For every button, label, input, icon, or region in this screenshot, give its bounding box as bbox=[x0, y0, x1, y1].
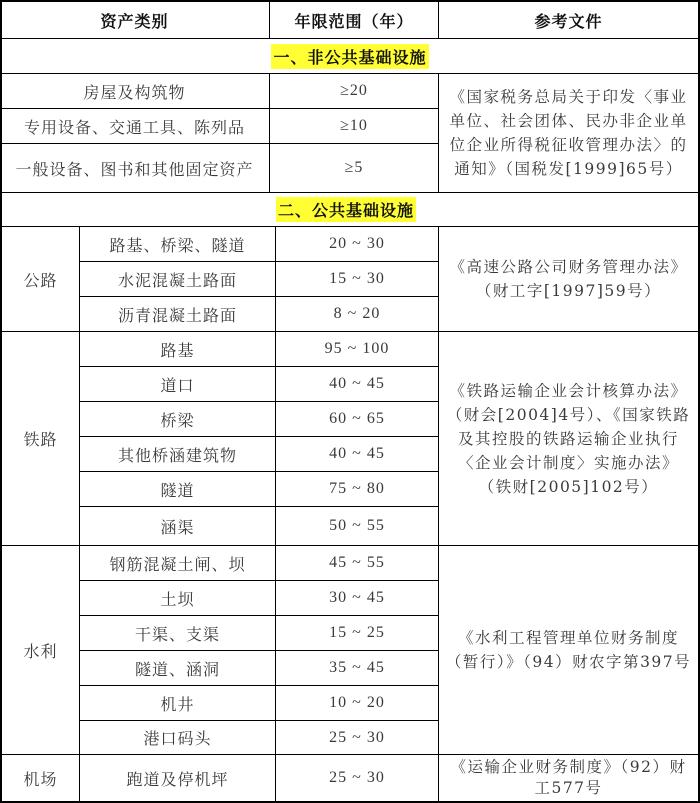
header-reference: 参考文件 bbox=[534, 11, 603, 31]
railway-item-1: 道口 bbox=[160, 375, 195, 395]
section-1-row bbox=[0, 39, 700, 73]
s1-range-2: ≥5 bbox=[344, 159, 364, 176]
highway-reference: 《高速公路公司财务管理办法》（财工字[1997]59号） bbox=[449, 258, 688, 300]
railway-item-0: 路基 bbox=[160, 340, 195, 360]
airport-reference: 《运输企业财务制度》（92）财工577号 bbox=[450, 758, 687, 797]
water-item-1: 土坝 bbox=[160, 589, 195, 609]
s1-range-0: ≥20 bbox=[340, 82, 368, 99]
group-airport: 机场 bbox=[23, 769, 58, 789]
water-range-4: 10 ~ 20 bbox=[329, 694, 385, 711]
section-1-title: 一、非公共基础设施 bbox=[271, 44, 428, 69]
water-range-1: 30 ~ 45 bbox=[329, 589, 385, 606]
highway-item-2: 沥青混凝土路面 bbox=[117, 305, 237, 325]
water-item-2: 干渠、支渠 bbox=[134, 624, 220, 644]
railway-range-5: 50 ~ 55 bbox=[329, 517, 385, 534]
railway-item-4: 隧道 bbox=[160, 480, 195, 500]
railway-item-3: 其他桥涵建筑物 bbox=[117, 445, 237, 465]
header-year-range: 年限范围（年） bbox=[294, 11, 414, 31]
s1-reference: 《国家税务总局关于印发〈事业单位、社会团体、民办非企业单位企业所得税征收管理办法〉的通知》（国税发[1999]65号） bbox=[449, 88, 688, 178]
railway-range-1: 40 ~ 45 bbox=[329, 375, 385, 392]
railway-range-2: 60 ~ 65 bbox=[329, 410, 385, 427]
water-range-3: 35 ~ 45 bbox=[329, 659, 385, 676]
highway-range-1: 15 ~ 30 bbox=[329, 270, 385, 287]
s1-category-0: 房屋及构筑物 bbox=[83, 82, 186, 102]
group-railway: 铁路 bbox=[23, 430, 58, 449]
section-2-row bbox=[0, 193, 700, 226]
railway-reference: 《铁路运输企业会计核算办法》（财会[2004]4号）、《国家铁路及其控股的铁路运输企业执行〈企业会计制度〉实施办法》（铁财[2005]102号） bbox=[446, 381, 691, 496]
section-2-title: 二、公共基础设施 bbox=[276, 197, 416, 222]
water-item-0: 钢筋混凝土闸、坝 bbox=[109, 554, 246, 574]
railway-range-4: 75 ~ 80 bbox=[329, 480, 385, 497]
railway-range-3: 40 ~ 45 bbox=[329, 445, 385, 462]
airport-item-0: 跑道及停机坪 bbox=[126, 769, 229, 789]
group-highway: 公路 bbox=[23, 270, 58, 290]
railway-item-2: 桥梁 bbox=[160, 410, 195, 430]
water-range-2: 15 ~ 25 bbox=[329, 624, 385, 641]
header-asset-category: 资产类别 bbox=[100, 11, 169, 31]
water-item-4: 机井 bbox=[160, 694, 195, 714]
s1-category-2: 一般设备、图书和其他固定资产 bbox=[15, 159, 254, 179]
water-item-3: 隧道、涵洞 bbox=[134, 659, 220, 679]
water-reference: 《水利工程管理单位财务制度（暂行）》（94）财农字第397号 bbox=[445, 629, 692, 671]
highway-item-1: 水泥混凝土路面 bbox=[117, 270, 237, 290]
s1-category-1: 专用设备、交通工具、陈列品 bbox=[23, 117, 245, 137]
s1-range-1: ≥10 bbox=[340, 117, 368, 134]
water-range-0: 45 ~ 55 bbox=[329, 554, 385, 571]
highway-range-0: 20 ~ 30 bbox=[329, 235, 385, 252]
group-water: 水利 bbox=[23, 641, 58, 661]
airport-range-0: 25 ~ 30 bbox=[329, 769, 385, 786]
railway-range-0: 95 ~ 100 bbox=[324, 340, 390, 357]
water-range-5: 25 ~ 30 bbox=[329, 728, 385, 746]
highway-range-2: 8 ~ 20 bbox=[333, 305, 381, 322]
railway-item-5: 涵渠 bbox=[160, 517, 195, 537]
water-item-5: 港口码头 bbox=[143, 729, 212, 748]
highway-item-0: 路基、桥梁、隧道 bbox=[109, 235, 246, 255]
